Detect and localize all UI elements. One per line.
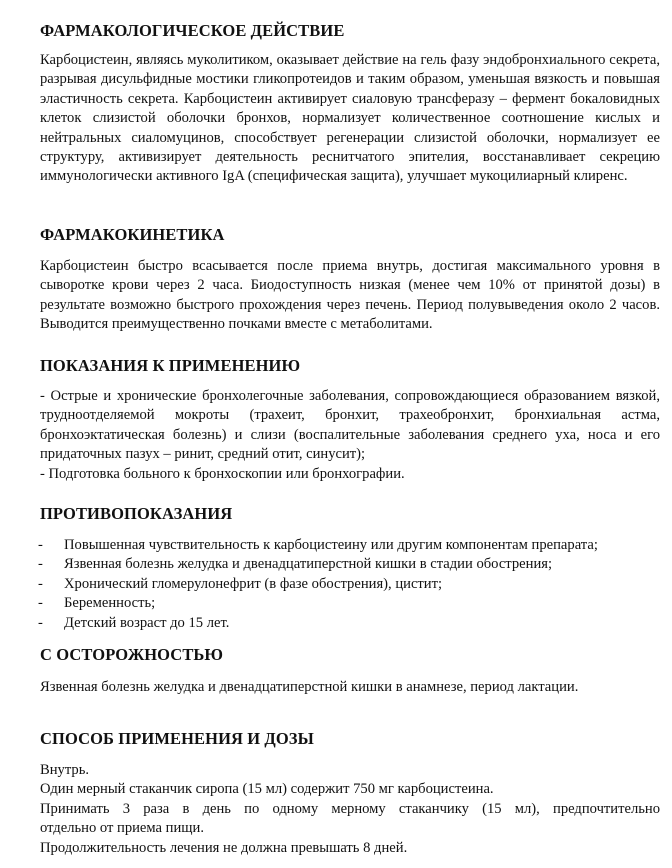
list-item-text: Повышенная чувствительность к карбоцистеину или другим компонентам препарата;: [64, 537, 598, 553]
section-title-dosage: СПОСОБ ПРИМЕНЕНИЯ И ДОЗЫ: [40, 729, 314, 748]
list-item: - Язвенная болезнь желудка и двенадцатиперстной кишки в стадии обострения;: [38, 556, 553, 573]
dosage-line-duration: Продолжительность лечения не должна превышать 8 дней.: [40, 839, 408, 856]
section-title-contraindications: ПРОТИВОПОКАЗАНИЯ: [40, 504, 233, 523]
section-caution: [40, 644, 660, 697]
pharmacokinetics-text: Карбоцистеин быстро всасывается после приема внутрь, достигая максимального уровня в сыворотке крови через 2 часа. Биодоступность низкая (менее чем 10% от принятой дозы) в результате возможно быстрого прохождения через печень. Период полувыведения около 2 часов. Выводится преимущественно почками вместе с метаболитами.: [40, 258, 660, 333]
pharmacology-text: Карбоцистеин, являясь муколитиком, оказывает действие на гель фазу эндобронхиального секрета, разрывая дисульфидные мостики гликопротеидов и таким образом, уменьшая вязкость и повышая эластичность секрета. Карбоцистеин активирует сиаловую трансферазу – фермент бокаловидных клеток слизистой оболочки бронхов, нормализует количественное соотношение кислых и нейтральных сиаломуцинов, способствует регенерации слизистой оболочки, нормализует ее структуру, активизирует деятельность реснитчатого эпителия, восстанавливает секрецию иммунологически активного IgA (специфическая защита), улучшает мукоцилиарный клиренс.: [40, 52, 660, 185]
section-pharmacokinetics: [40, 224, 660, 335]
indications-item-1: - Острые и хронические бронхолегочные заболевания, сопровождающиеся образованием вязкой, трудноотделяемой мокроты (трахеит, бронхит, трахеобронхит, бронхиальная астма, бронхоэктатическая болезнь) и слизи (воспалительные заболевания среднего уха, носа и его придаточных пазух – ринит, средний отит, синусит);: [40, 388, 660, 463]
section-title-indications: ПОКАЗАНИЯ К ПРИМЕНЕНИЮ: [40, 356, 301, 375]
list-item: - Повышенная чувствительность к карбоцистеину или другим компонентам препарата;: [38, 537, 598, 553]
section-title-caution: С ОСТОРОЖНОСТЬЮ: [40, 645, 224, 664]
section-title-pharmacology: ФАРМАКОЛОГИЧЕСКОЕ ДЕЙСТВИЕ: [40, 21, 345, 40]
section-dosage: [40, 728, 660, 858]
contraindications-list: [40, 536, 660, 633]
section-pharmacology: [40, 20, 660, 187]
dosage-line-content: Один мерный стаканчик сиропа (15 мл) содержит 750 мг карбоцистеина.: [40, 781, 494, 798]
list-item-text: Язвенная болезнь желудка и двенадцатиперстной кишки в стадии обострения;: [64, 556, 553, 573]
section-contraindications: [40, 503, 660, 633]
list-item-text: Хронический гломерулонефрит (в фазе обострения), цистит;: [64, 575, 443, 592]
dosage-lines: [40, 761, 660, 858]
list-item-text: Беременность;: [64, 595, 156, 612]
dosage-line-route: Внутрь.: [40, 762, 89, 778]
section-title-pharmacokinetics: ФАРМАКОКИНЕТИКА: [40, 225, 225, 244]
section-indications: [40, 355, 660, 484]
indications-item-2: - Подготовка больного к бронхоскопии или бронхографии.: [40, 465, 405, 482]
list-item: - Детский возраст до 15 лет.: [38, 614, 230, 631]
dosage-line-regimen: Принимать 3 раза в день по одному мерному стаканчику (15 мл), предпочтительно: [40, 800, 660, 817]
list-item: - Беременность;: [38, 595, 156, 612]
dosage-line-regimen-cont: отдельно от приема пищи.: [40, 820, 204, 837]
list-item: - Хронический гломерулонефрит (в фазе обострения), цистит;: [38, 575, 443, 592]
caution-text: Язвенная болезнь желудка и двенадцатиперстной кишки в анамнезе, период лактации.: [40, 679, 579, 695]
list-item-text: Детский возраст до 15 лет.: [64, 614, 230, 631]
